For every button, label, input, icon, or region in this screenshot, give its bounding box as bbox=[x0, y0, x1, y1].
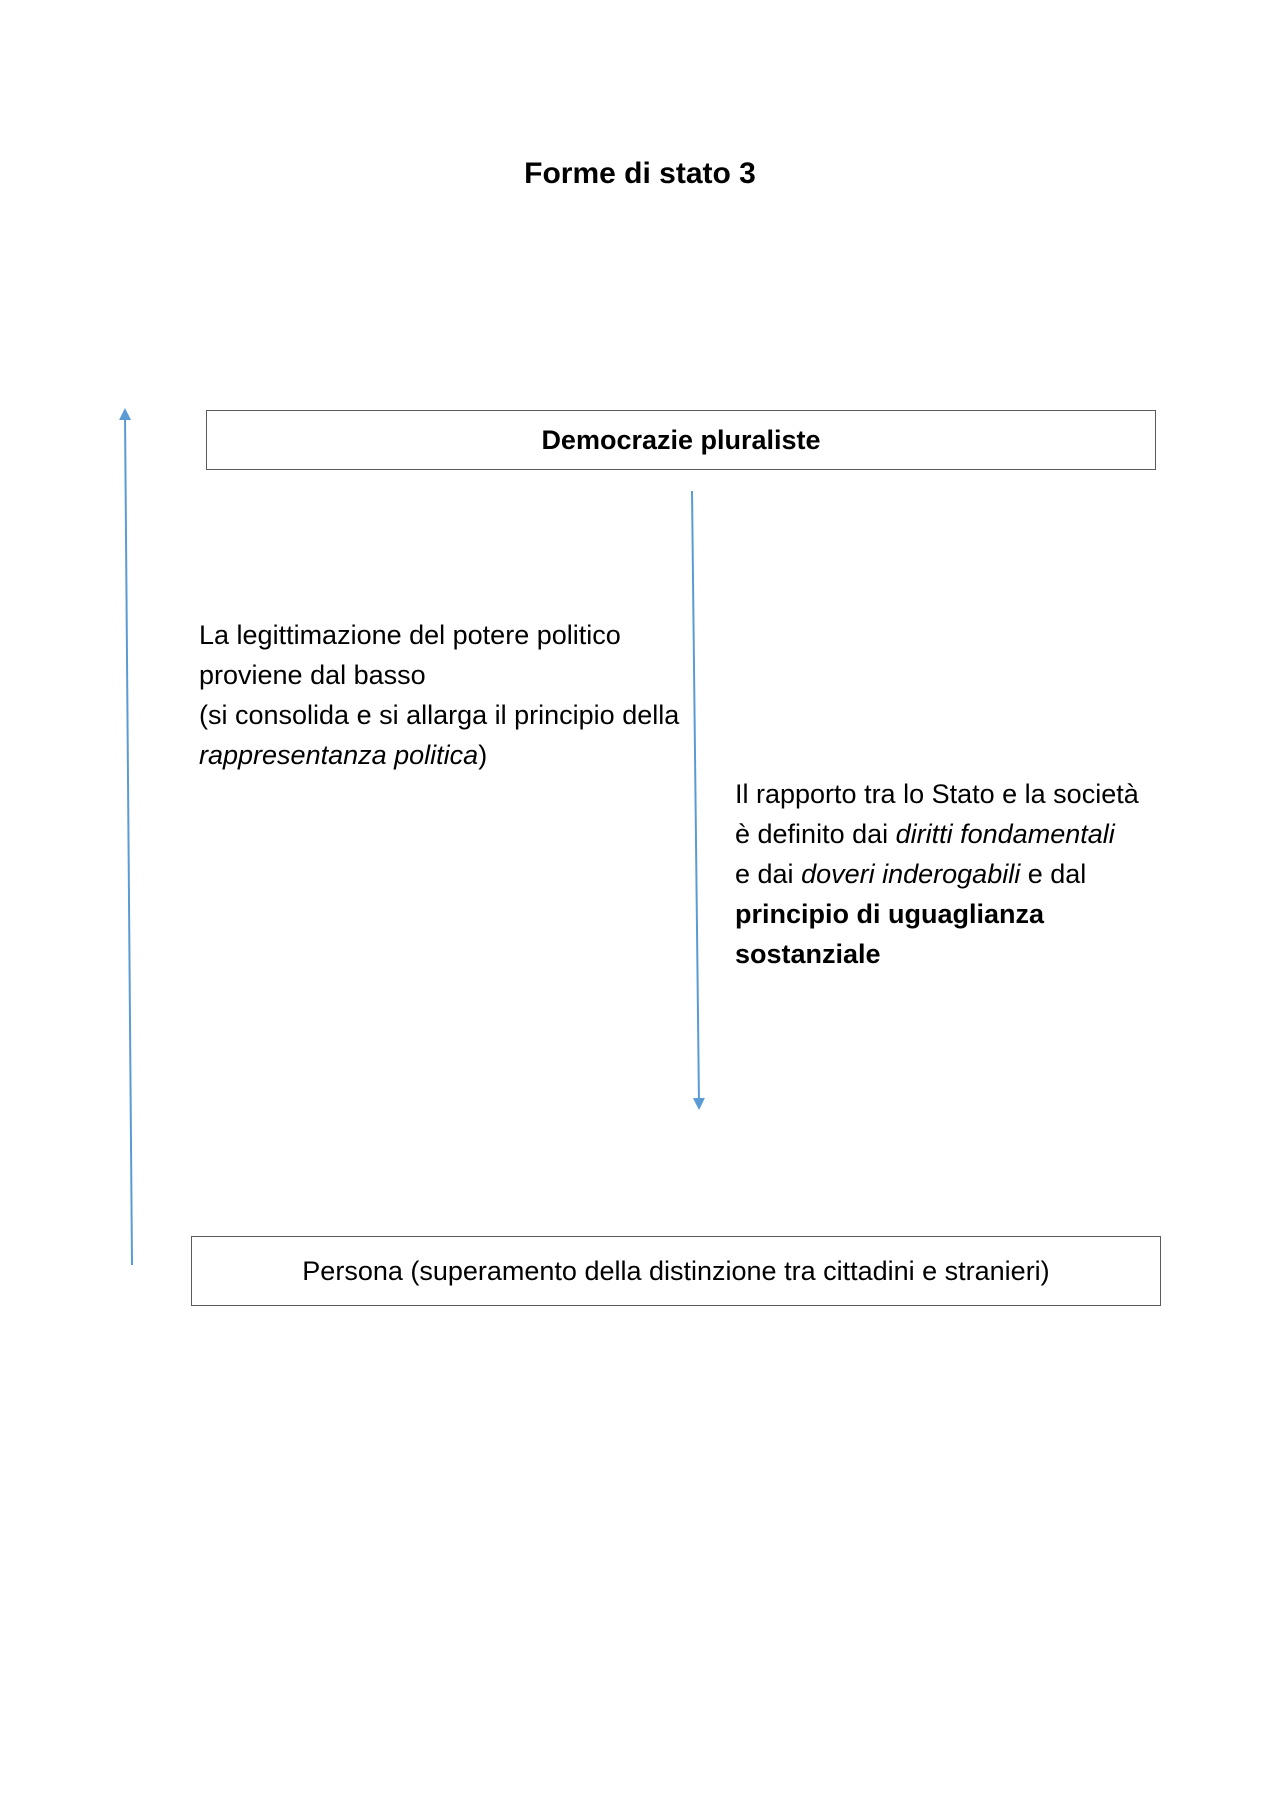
top-box-label: Democrazie pluraliste bbox=[541, 424, 821, 455]
right-text-line-3 bbox=[735, 854, 1205, 894]
left-text-closing-paren: ) bbox=[478, 740, 488, 770]
state-society-text bbox=[735, 774, 1205, 974]
sostanziale-term: sostanziale bbox=[735, 939, 881, 969]
upward-arrow bbox=[125, 414, 132, 1265]
right-text-line-2 bbox=[735, 814, 1205, 854]
left-text-line-3: (si consolida e si allarga il principio della bbox=[199, 700, 680, 730]
legitimation-text bbox=[199, 615, 719, 775]
left-text-line-4 bbox=[199, 735, 719, 775]
right-text-line-5 bbox=[735, 934, 1205, 974]
doveri-inderogabili-term: doveri inderogabili bbox=[801, 859, 1021, 889]
principio-uguaglianza-term: principio di uguaglianza bbox=[735, 899, 1045, 929]
rappresentanza-politica-term: rappresentanza politica bbox=[199, 740, 479, 770]
diritti-fondamentali-term: diritti fondamentali bbox=[895, 819, 1115, 849]
right-text-line-1: Il rapporto tra lo Stato e la società bbox=[735, 779, 1139, 809]
downward-arrow bbox=[692, 491, 699, 1104]
right-text-line-3-start: e dai bbox=[735, 859, 802, 889]
democrazie-pluraliste-box bbox=[206, 410, 1156, 470]
right-text-line-3-end: e dal bbox=[1020, 859, 1087, 889]
persona-box bbox=[191, 1236, 1161, 1306]
left-text-line-2: proviene dal basso bbox=[199, 660, 426, 690]
right-text-line-2-start: è definito dai bbox=[735, 819, 896, 849]
right-text-line-4 bbox=[735, 894, 1205, 934]
left-text-line-1: La legittimazione del potere politico bbox=[199, 620, 621, 650]
page-title: Forme di stato 3 bbox=[524, 157, 756, 190]
bottom-box-label: Persona (superamento della distinzione tra cittadini e stranieri) bbox=[302, 1255, 1050, 1286]
